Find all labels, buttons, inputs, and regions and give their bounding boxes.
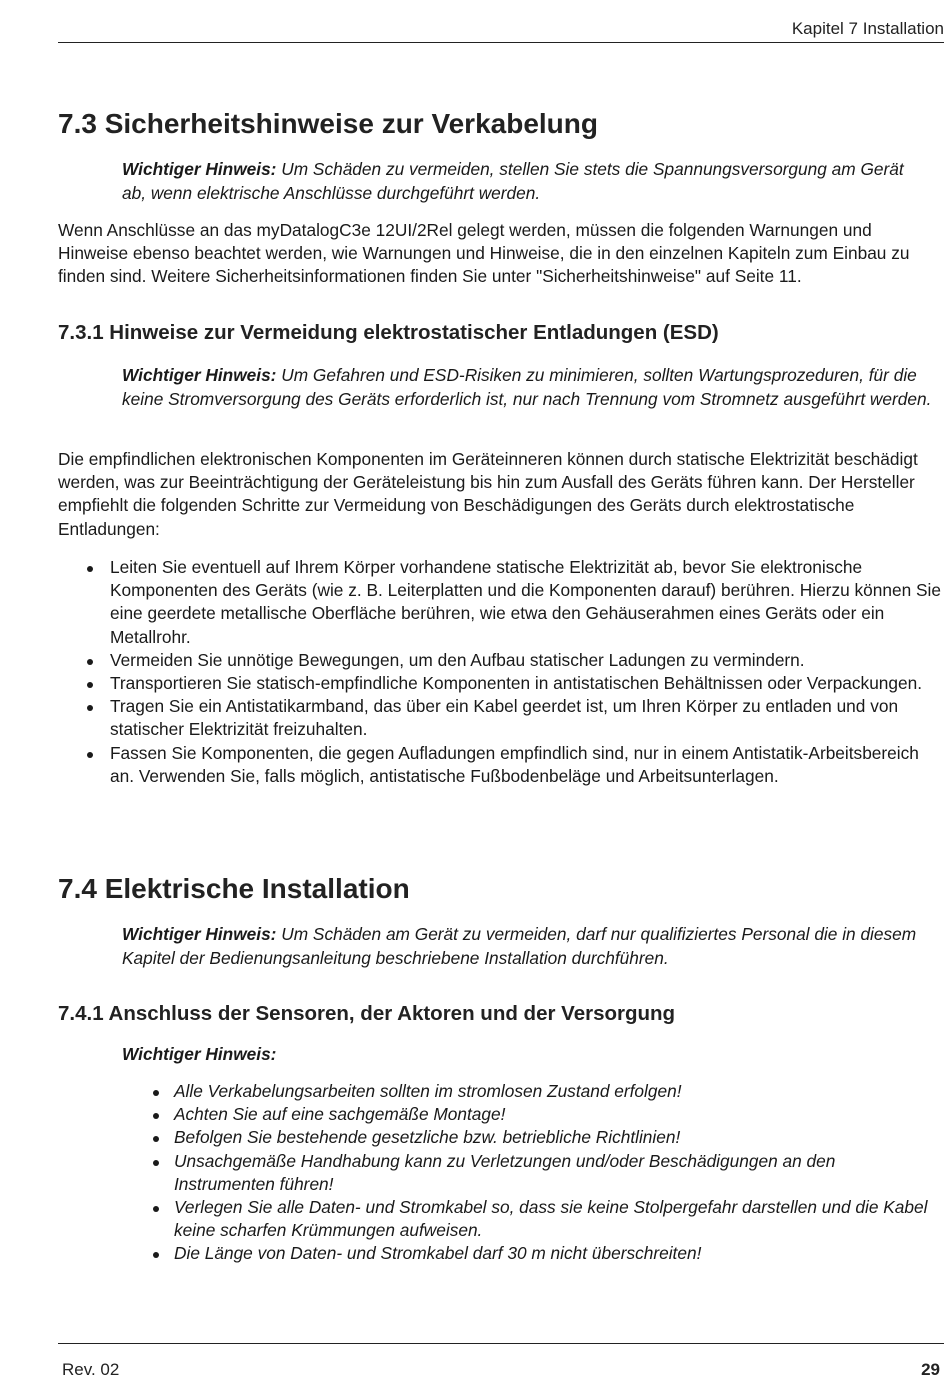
list-item-text: Leiten Sie eventuell auf Ihrem Körper vorhandene statische Elektrizität ab, bevor Sie elektronische Komponenten des Geräts (wie z. B. Leiterplatten und die Komponenten darauf) berühren. Hierzu können Sie eine geerdete metallische Oberfläche berühren, wie etwa den Gehäuserahmen eines Geräts oder ein Metallrohr. xyxy=(110,557,941,647)
list-item-text: Befolgen Sie bestehende gesetzliche bzw. betriebliche Richtlinien! xyxy=(174,1127,681,1148)
section-7-3-1-note xyxy=(122,364,932,411)
section-7-3-heading: 7.3 Sicherheitshinweise zur Verkabelung xyxy=(58,108,598,139)
section-7-3-note xyxy=(122,158,932,205)
list-item xyxy=(58,1126,928,1149)
section-7-3-paragraph: Wenn Anschlüsse an das myDatalogC3e 12UI/2Rel gelegt werden, müssen die folgenden Warnungen und Hinweise ebenso beachtet werden, wie Warnungen und Hinweise, die in den einzelnen Kapiteln zum Einbau zu finden sind. Weitere Sicherheitsinformationen finden Sie unter "Sicherheitshinweise" auf Seite 11. xyxy=(58,220,910,287)
note-text: Um Schäden zu vermeiden, stellen Sie stets die Spannungsversorgung am Gerät ab, wenn elektrische Anschlüsse durchgeführt werden. xyxy=(122,159,904,203)
section-7-3-1-heading: 7.3.1 Hinweise zur Vermeidung elektrostatischer Entladungen (ESD) xyxy=(58,321,719,344)
page-number: 29 xyxy=(921,1360,940,1379)
list-item-text: Unsachgemäße Handhabung kann zu Verletzungen und/oder Beschädigungen an den Instrumenten führen! xyxy=(174,1150,836,1194)
list-item xyxy=(58,1103,928,1126)
list-item xyxy=(58,649,946,672)
note-text: Um Schäden am Gerät zu vermeiden, darf nur qualifiziertes Personal die in diesem Kapitel der Bedienungsanleitung beschriebene Installation durchführen. xyxy=(122,924,917,968)
section-7-3-1-paragraph: Die empfindlichen elektronischen Komponenten im Geräteinneren können durch statische Elektrizität beschädigt werden, was zur Beeinträchtigung der Geräteleistung bis hin zum Ausfall des Geräts führen kann. Der Hersteller empfiehlt die folgenden Schritte zur Vermeidung von Beschädigungen des Geräts durch elektrostatische Entladungen: xyxy=(58,449,918,539)
note-label: Wichtiger Hinweis: xyxy=(122,924,277,944)
list-item xyxy=(58,742,946,788)
bullet-icon xyxy=(153,1090,159,1096)
note-text: Um Gefahren und ESD-Risiken zu minimieren, sollten Wartungsprozeduren, für die keine Stromversorgung des Geräts erforderlich ist, nur nach Trennung vom Stromnetz ausgeführt werden. xyxy=(122,365,932,409)
bullet-icon xyxy=(153,1136,159,1142)
section-7-4-heading: 7.4 Elektrische Installation xyxy=(58,873,410,904)
note-label: Wichtiger Hinweis: xyxy=(122,365,277,385)
list-item-text: Tragen Sie ein Antistatikarmband, das über ein Kabel geerdet ist, um Ihren Körper zu entladen und von statischer Elektrizität freizuhalten. xyxy=(110,696,899,740)
bullet-icon xyxy=(87,752,93,758)
list-item-text: Achten Sie auf eine sachgemäße Montage! xyxy=(174,1104,506,1125)
bullet-icon xyxy=(87,659,93,665)
footer-rule xyxy=(58,1343,944,1344)
bullet-icon xyxy=(153,1113,159,1119)
note-label: Wichtiger Hinweis: xyxy=(122,159,277,179)
list-item xyxy=(58,1242,928,1265)
bullet-icon xyxy=(87,566,93,572)
bullet-icon xyxy=(153,1206,159,1212)
list-item-text: Die Länge von Daten- und Stromkabel darf 30 m nicht überschreiten! xyxy=(174,1243,702,1264)
revision-label: Rev. 02 xyxy=(62,1360,120,1379)
note-label: Wichtiger Hinweis: xyxy=(122,1044,277,1064)
list-item xyxy=(58,672,946,695)
list-item xyxy=(58,695,946,741)
list-item xyxy=(58,1196,928,1242)
running-header: Kapitel 7 Installation xyxy=(791,19,944,38)
list-item xyxy=(58,556,946,649)
bullet-icon xyxy=(153,1252,159,1258)
esd-steps-list xyxy=(58,556,946,788)
list-item-text: Transportieren Sie statisch-empfindliche Komponenten in antistatischen Behältnissen oder Verpackungen. xyxy=(110,673,923,694)
bullet-icon xyxy=(87,705,93,711)
list-item-text: Fassen Sie Komponenten, die gegen Aufladungen empfindlich sind, nur in einem Antistatik-Arbeitsbereich an. Verwenden Sie, falls möglich, antistatische Fußbodenbeläge und Arbeitsunterlagen. xyxy=(110,742,919,786)
wiring-rules-list xyxy=(58,1080,928,1266)
list-item xyxy=(58,1080,928,1103)
header-rule xyxy=(58,42,944,43)
list-item xyxy=(58,1150,928,1196)
list-item-text: Alle Verkabelungsarbeiten sollten im stromlosen Zustand erfolgen! xyxy=(174,1081,682,1101)
bullet-icon xyxy=(87,682,93,688)
list-item-text: Verlegen Sie alle Daten- und Stromkabel so, dass sie keine Stolpergefahr darstellen und die Kabel keine scharfen Krümmungen aufweisen. xyxy=(174,1197,928,1241)
section-7-4-1-note xyxy=(122,1043,932,1067)
section-7-4-1-heading: 7.4.1 Anschluss der Sensoren, der Aktoren und der Versorgung xyxy=(58,1002,676,1025)
list-item-text: Vermeiden Sie unnötige Bewegungen, um den Aufbau statischer Ladungen zu vermindern. xyxy=(110,649,805,670)
bullet-icon xyxy=(153,1160,159,1166)
section-7-4-note xyxy=(122,923,932,970)
